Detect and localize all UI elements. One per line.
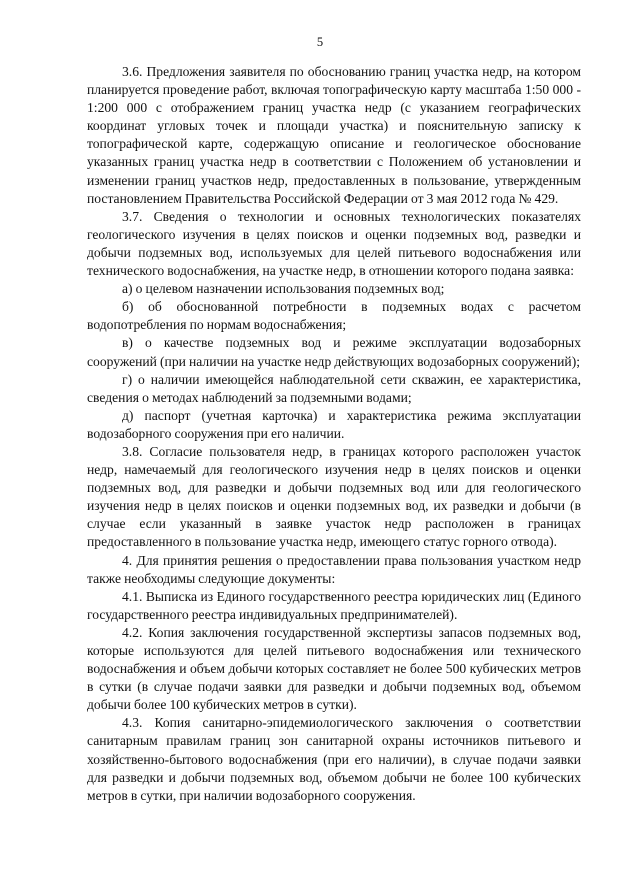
- paragraph-3-7: 3.7. Сведения о технологии и основных технологических показателях геологического изучения в целях поисков и оценки подземных вод, разведки и добычи подземных вод, используемых для целей питьевого водоснабжения или технического водоснабжения, на участке недр, в отношении которого подана заявка:: [87, 208, 581, 279]
- paragraph-3-7-v: в) о качестве подземных вод и режиме эксплуатации водозаборных сооружений (при наличии на участке недр действующих водозаборных сооружений);: [87, 335, 581, 369]
- document-body: [87, 63, 581, 805]
- paragraph-4-2: 4.2. Копия заключения государственной экспертизы запасов подземных вод, которые используются для целей питьевого водоснабжения или технического водоснабжения и объем добычи которых составляет не более 500 кубических метров в сутки (в случае подачи заявки для разведки и добычи подземных вод, объемом добычи более 100 кубических метров в сутки).: [87, 624, 581, 713]
- paragraph-3-7-a: а) о целевом назначении использования подземных вод;: [122, 281, 445, 297]
- paragraph-3-6: 3.6. Предложения заявителя по обоснованию границ участка недр, на котором планируется проведение работ, включая топографическую карту масштаба 1:50 000 - 1:200 000 с отображением границ участка недр (с указанием географических координат угловых точек и площади участка) и пояснительную записку к топографической карте, содержащую описание и геологическое обоснование указанных границ участка недр в соответствии с Положением об установлении и изменении границ участков недр, предоставленных в пользование, утвержденным постановлением Правительства Российской Федерации от 3 мая 2012 года № 429.: [87, 64, 581, 206]
- paragraph-4: 4. Для принятия решения о предоставлении права пользования участком недр также необходимы следующие документы:: [87, 552, 581, 586]
- paragraph-4-3: 4.3. Копия санитарно-эпидемиологического заключения о соответствии санитарным правилам границ зон санитарной охраны источников питьевого и хозяйственно-бытового водоснабжения (при его наличии), в случае подачи заявки для разведки и добычи подземных вод, объемом добычи не более 100 кубических метров в сутки, при наличии водозаборного сооружения.: [87, 715, 581, 803]
- paragraph-3-7-b: б) об обоснованной потребности в подземных водах с расчетом водопотребления по нормам водоснабжения;: [87, 299, 581, 333]
- paragraph-3-7-g: г) о наличии имеющейся наблюдательной сети скважин, ее характеристика, сведения о методах наблюдений за подземными водами;: [87, 371, 581, 405]
- paragraph-4-1: 4.1. Выписка из Единого государственного реестра юридических лиц (Единого государственного реестра индивидуальных предпринимателей).: [87, 588, 581, 622]
- paragraph-3-8: 3.8. Согласие пользователя недр, в границах которого расположен участок недр, намечаемый для геологического изучения недр в целях поисков и оценки подземных вод, для разведки и добычи подземных вод или для геологического изучения недр в целях поисков и оценки подземных вод, их разведки и добычи (в случае если указанный в заявке участок недр расположен в границах предоставленного в пользование участка недр, имеющего статус горного отвода).: [87, 443, 581, 550]
- page-number: 5: [316, 35, 324, 49]
- paragraph-3-7-d: д) паспорт (учетная карточка) и характеристика режима эксплуатации водозаборного сооружения при его наличии.: [87, 407, 581, 441]
